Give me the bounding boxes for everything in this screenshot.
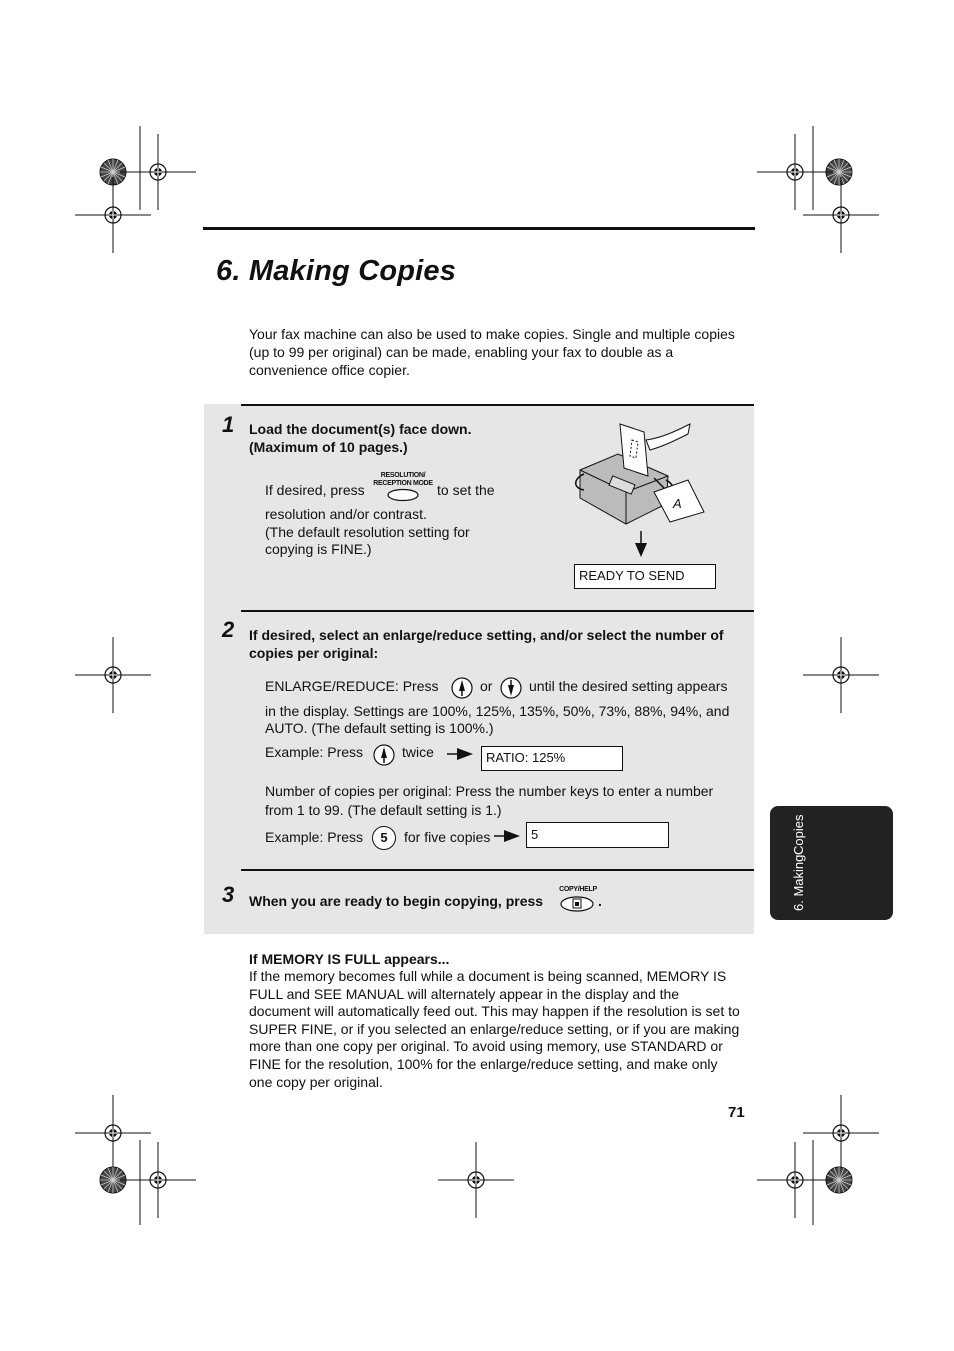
copy-help-key [556, 886, 600, 919]
illustration-letter: A [673, 496, 682, 511]
example1-press: Example: Press [265, 744, 364, 760]
oval-key-icon [372, 488, 434, 502]
title-rule [203, 227, 755, 230]
step1-heading-line2: (Maximum of 10 pages.) [249, 439, 408, 455]
enlarge-reduce-press: ENLARGE/REDUCE: Press [265, 678, 439, 694]
step3-number: 3 [222, 882, 235, 907]
example1-twice: twice [402, 744, 434, 760]
step3-text: When you are ready to begin copying, press [249, 893, 544, 909]
step2-heading-line2: copies per original: [249, 645, 379, 661]
memory-body: If the memory becomes full while a document is being scanned, MEMORY IS FULL and SEE MANUAL will alternately appear in the display and the document will automatically feed out. This may happen if the resolution is set to SUPER FINE, or if you selected an enlarge/reduce setting, or if you are making more than one copy per original. To avoid using memory, use STANDARD or FINE for the resolution, 100% for the enlarge/reduce setting, and make only one copy per original. [249, 968, 740, 1090]
example2-suffix: for five copies [404, 829, 491, 845]
step3-period: . [598, 893, 602, 909]
up-arrow-key-icon [451, 677, 473, 699]
right-arrow-icon-2 [494, 830, 520, 842]
step1-heading-line1: Load the document(s) face down. [249, 421, 472, 437]
copies-line2: from 1 to 99. (The default setting is 1.) [265, 802, 502, 818]
step2-number: 2 [222, 617, 235, 642]
side-tab-line2: Copies [791, 814, 806, 856]
until-text: until the desired setting appears [529, 678, 728, 694]
step2-heading-line1: If desired, select an enlarge/reduce setting, and/or select the number of [249, 627, 724, 643]
fax-machine-illustration [570, 418, 715, 530]
copies-line1: Number of copies per original: Press the number keys to enter a number [265, 783, 714, 799]
side-tab-text [774, 806, 824, 920]
copy-help-key-label: COPY/HELP [559, 886, 597, 893]
chapter-side-tab [770, 806, 893, 920]
display-ratio: RATIO: 125% [481, 746, 623, 771]
step1-number: 1 [222, 412, 235, 437]
copy-key-icon [556, 894, 600, 914]
number-5-key [372, 826, 396, 850]
step1-body: resolution and/or contrast. [265, 506, 427, 522]
step2-rule [241, 610, 754, 612]
resolution-key-label-line1: RESOLUTION/ [380, 472, 426, 479]
page-title: 6. Making Copies [216, 255, 457, 287]
down-arrow-key-icon [500, 677, 522, 699]
step3-rule [241, 869, 754, 871]
up-arrow-key-icon-example [373, 744, 395, 766]
settings-line1: in the display. Settings are 100%, 125%, 135%, 50%, 73%, 88%, 94%, and [265, 703, 730, 719]
or-text: or [480, 678, 493, 694]
example2-press: Example: Press [265, 829, 364, 845]
display-copies: 5 [526, 822, 669, 848]
number-5-key-label: 5 [380, 830, 388, 845]
display-ready-to-send: READY TO SEND [574, 564, 716, 589]
side-tab-line1: 6. Making [791, 855, 806, 912]
step1-rule [241, 404, 754, 406]
intro-paragraph: Your fax machine can also be used to make copies. Single and multiple copies (up to 99 per original) can be made, enabling your fax to double as a convenience office copier. [249, 326, 735, 378]
step1-if-desired: If desired, press [265, 482, 365, 498]
page-number: 71 [728, 1104, 745, 1121]
settings-line2: AUTO. (The default setting is 100%.) [265, 720, 494, 736]
down-arrow-icon [634, 531, 648, 559]
resolution-key [372, 472, 434, 507]
step1-to-set: to set the [437, 482, 495, 498]
memory-heading: If MEMORY IS FULL appears... [249, 951, 450, 967]
right-arrow-icon [447, 748, 473, 760]
step1-note-line2: copying is FINE.) [265, 541, 372, 557]
resolution-key-label-line2: RECEPTION MODE [373, 480, 433, 487]
step1-note-line1: (The default resolution setting for [265, 524, 470, 540]
